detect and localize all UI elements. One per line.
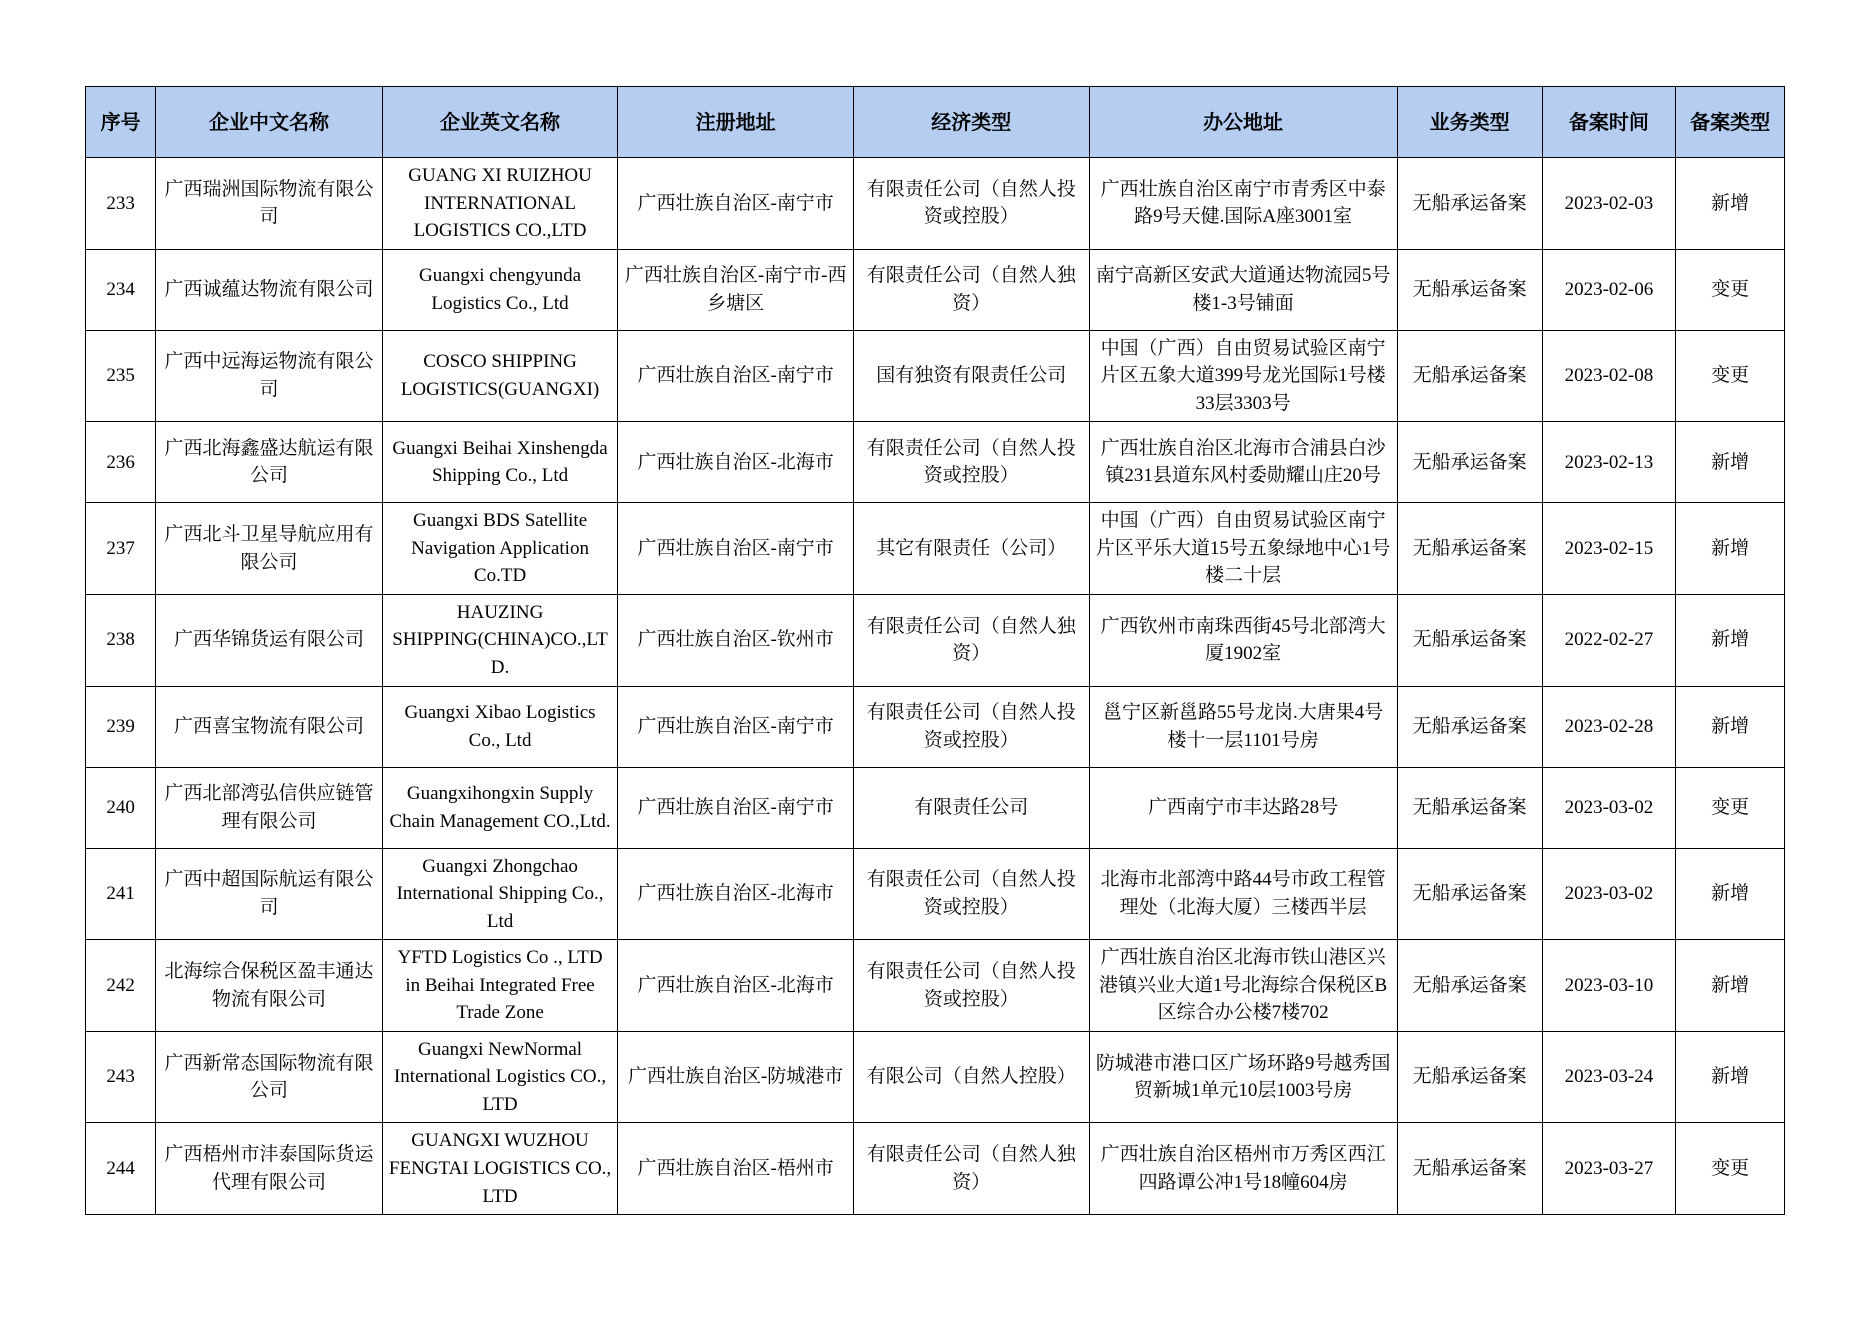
cell-business-type: 无船承运备案 [1397, 422, 1542, 503]
cell-record-type: 变更 [1676, 767, 1785, 848]
cell-record-date: 2023-03-24 [1542, 1031, 1676, 1123]
table-header [86, 87, 1785, 158]
cell-record-type: 新增 [1676, 422, 1785, 503]
table-row [86, 848, 1785, 940]
cell-index: 244 [86, 1123, 156, 1215]
cell-reg-address: 广西壮族自治区-南宁市 [618, 503, 854, 595]
column-header-office-address: 办公地址 [1089, 87, 1397, 158]
cell-record-date: 2023-03-02 [1542, 848, 1676, 940]
cell-record-date: 2023-02-08 [1542, 330, 1676, 422]
cell-name-en: Guangxi NewNormal International Logistics CO., LTD [382, 1031, 618, 1123]
cell-name-cn: 广西中超国际航运有限公司 [156, 848, 383, 940]
column-header-business-type: 业务类型 [1397, 87, 1542, 158]
cell-record-date: 2023-02-06 [1542, 249, 1676, 330]
cell-index: 243 [86, 1031, 156, 1123]
cell-name-en: GUANGXI WUZHOU FENGTAI LOGISTICS CO., LTD [382, 1123, 618, 1215]
cell-business-type: 无船承运备案 [1397, 1031, 1542, 1123]
table-row [86, 158, 1785, 250]
cell-name-en: Guangxi BDS Satellite Navigation Application Co.TD [382, 503, 618, 595]
cell-business-type: 无船承运备案 [1397, 686, 1542, 767]
cell-business-type: 无船承运备案 [1397, 1123, 1542, 1215]
cell-name-en: Guangxi Beihai Xinshengda Shipping Co., Ltd [382, 422, 618, 503]
cell-name-en: Guangxi chengyunda Logistics Co., Ltd [382, 249, 618, 330]
column-header-record-type: 备案类型 [1676, 87, 1785, 158]
cell-index: 241 [86, 848, 156, 940]
cell-office-address: 广西壮族自治区北海市合浦县白沙镇231县道东风村委勋耀山庄20号 [1089, 422, 1397, 503]
cell-name-cn: 广西北斗卫星导航应用有限公司 [156, 503, 383, 595]
column-header-economic-type: 经济类型 [853, 87, 1089, 158]
cell-index: 240 [86, 767, 156, 848]
cell-economic-type: 有限责任公司（自然人独资） [853, 594, 1089, 686]
table-row [86, 330, 1785, 422]
cell-name-en: Guangxihongxin Supply Chain Management CO.,Ltd. [382, 767, 618, 848]
cell-index: 233 [86, 158, 156, 250]
table-row [86, 594, 1785, 686]
column-header-record-date: 备案时间 [1542, 87, 1676, 158]
cell-index: 239 [86, 686, 156, 767]
cell-record-date: 2023-03-27 [1542, 1123, 1676, 1215]
cell-record-type: 新增 [1676, 940, 1785, 1032]
cell-name-cn: 广西新常态国际物流有限公司 [156, 1031, 383, 1123]
cell-economic-type: 有限责任公司（自然人投资或控股） [853, 686, 1089, 767]
cell-reg-address: 广西壮族自治区-南宁市 [618, 330, 854, 422]
cell-economic-type: 有限责任公司（自然人投资或控股） [853, 158, 1089, 250]
cell-office-address: 中国（广西）自由贸易试验区南宁片区五象大道399号龙光国际1号楼33层3303号 [1089, 330, 1397, 422]
cell-reg-address: 广西壮族自治区-钦州市 [618, 594, 854, 686]
table-row [86, 767, 1785, 848]
cell-index: 235 [86, 330, 156, 422]
cell-office-address: 邕宁区新邕路55号龙岗.大唐果4号楼十一层1101号房 [1089, 686, 1397, 767]
cell-office-address: 广西壮族自治区梧州市万秀区西江四路谭公冲1号18幢604房 [1089, 1123, 1397, 1215]
table-row [86, 940, 1785, 1032]
cell-name-cn: 广西中远海运物流有限公司 [156, 330, 383, 422]
cell-record-type: 新增 [1676, 503, 1785, 595]
cell-name-en: YFTD Logistics Co ., LTD in Beihai Integrated Free Trade Zone [382, 940, 618, 1032]
cell-office-address: 广西南宁市丰达路28号 [1089, 767, 1397, 848]
cell-reg-address: 广西壮族自治区-南宁市-西乡塘区 [618, 249, 854, 330]
table-row [86, 503, 1785, 595]
cell-name-en: COSCO SHIPPING LOGISTICS(GUANGXI) [382, 330, 618, 422]
table-body [86, 158, 1785, 1215]
cell-office-address: 广西钦州市南珠西街45号北部湾大厦1902室 [1089, 594, 1397, 686]
enterprise-registration-table [85, 86, 1785, 1215]
cell-office-address: 广西壮族自治区北海市铁山港区兴港镇兴业大道1号北海综合保税区B区综合办公楼7楼702 [1089, 940, 1397, 1032]
table-row [86, 1123, 1785, 1215]
cell-economic-type: 有限公司（自然人控股） [853, 1031, 1089, 1123]
cell-reg-address: 广西壮族自治区-北海市 [618, 848, 854, 940]
cell-record-type: 新增 [1676, 686, 1785, 767]
cell-business-type: 无船承运备案 [1397, 594, 1542, 686]
cell-record-type: 变更 [1676, 1123, 1785, 1215]
cell-reg-address: 广西壮族自治区-防城港市 [618, 1031, 854, 1123]
cell-index: 237 [86, 503, 156, 595]
cell-office-address: 中国（广西）自由贸易试验区南宁片区平乐大道15号五象绿地中心1号楼二十层 [1089, 503, 1397, 595]
cell-name-cn: 北海综合保税区盈丰通达物流有限公司 [156, 940, 383, 1032]
column-header-name-cn: 企业中文名称 [156, 87, 383, 158]
cell-name-en: GUANG XI RUIZHOU INTERNATIONAL LOGISTICS CO.,LTD [382, 158, 618, 250]
cell-economic-type: 有限责任公司（自然人独资） [853, 1123, 1089, 1215]
cell-economic-type: 其它有限责任（公司） [853, 503, 1089, 595]
cell-business-type: 无船承运备案 [1397, 767, 1542, 848]
column-header-index: 序号 [86, 87, 156, 158]
cell-business-type: 无船承运备案 [1397, 940, 1542, 1032]
cell-reg-address: 广西壮族自治区-南宁市 [618, 158, 854, 250]
cell-record-date: 2023-03-02 [1542, 767, 1676, 848]
cell-economic-type: 有限责任公司 [853, 767, 1089, 848]
cell-name-cn: 广西北海鑫盛达航运有限公司 [156, 422, 383, 503]
table-header-row [86, 87, 1785, 158]
cell-name-en: HAUZING SHIPPING(CHINA)CO.,LTD. [382, 594, 618, 686]
cell-index: 234 [86, 249, 156, 330]
cell-reg-address: 广西壮族自治区-南宁市 [618, 767, 854, 848]
cell-business-type: 无船承运备案 [1397, 249, 1542, 330]
cell-name-cn: 广西诚蕴达物流有限公司 [156, 249, 383, 330]
cell-name-cn: 广西喜宝物流有限公司 [156, 686, 383, 767]
cell-index: 236 [86, 422, 156, 503]
column-header-reg-address: 注册地址 [618, 87, 854, 158]
column-header-name-en: 企业英文名称 [382, 87, 618, 158]
cell-office-address: 广西壮族自治区南宁市青秀区中泰路9号天健.国际A座3001室 [1089, 158, 1397, 250]
cell-reg-address: 广西壮族自治区-北海市 [618, 422, 854, 503]
table-row [86, 249, 1785, 330]
cell-business-type: 无船承运备案 [1397, 330, 1542, 422]
cell-record-date: 2023-03-10 [1542, 940, 1676, 1032]
cell-record-type: 新增 [1676, 848, 1785, 940]
cell-business-type: 无船承运备案 [1397, 503, 1542, 595]
cell-name-en: Guangxi Xibao Logistics Co., Ltd [382, 686, 618, 767]
cell-record-date: 2023-02-15 [1542, 503, 1676, 595]
cell-name-en: Guangxi Zhongchao International Shipping Co., Ltd [382, 848, 618, 940]
cell-record-type: 变更 [1676, 249, 1785, 330]
cell-record-date: 2023-02-13 [1542, 422, 1676, 503]
cell-economic-type: 有限责任公司（自然人投资或控股） [853, 422, 1089, 503]
cell-reg-address: 广西壮族自治区-北海市 [618, 940, 854, 1032]
cell-office-address: 北海市北部湾中路44号市政工程管理处（北海大厦）三楼西半层 [1089, 848, 1397, 940]
cell-index: 238 [86, 594, 156, 686]
cell-record-type: 变更 [1676, 330, 1785, 422]
cell-business-type: 无船承运备案 [1397, 848, 1542, 940]
table-row [86, 422, 1785, 503]
cell-name-cn: 广西瑞洲国际物流有限公司 [156, 158, 383, 250]
cell-reg-address: 广西壮族自治区-南宁市 [618, 686, 854, 767]
cell-record-type: 新增 [1676, 1031, 1785, 1123]
cell-record-date: 2023-02-28 [1542, 686, 1676, 767]
cell-name-cn: 广西北部湾弘信供应链管理有限公司 [156, 767, 383, 848]
cell-name-cn: 广西梧州市沣泰国际货运代理有限公司 [156, 1123, 383, 1215]
cell-office-address: 防城港市港口区广场环路9号越秀国贸新城1单元10层1003号房 [1089, 1031, 1397, 1123]
cell-economic-type: 国有独资有限责任公司 [853, 330, 1089, 422]
cell-index: 242 [86, 940, 156, 1032]
cell-name-cn: 广西华锦货运有限公司 [156, 594, 383, 686]
table-row [86, 1031, 1785, 1123]
cell-office-address: 南宁高新区安武大道通达物流园5号楼1-3号铺面 [1089, 249, 1397, 330]
table-row [86, 686, 1785, 767]
cell-reg-address: 广西壮族自治区-梧州市 [618, 1123, 854, 1215]
cell-record-type: 新增 [1676, 594, 1785, 686]
cell-business-type: 无船承运备案 [1397, 158, 1542, 250]
cell-economic-type: 有限责任公司（自然人独资） [853, 249, 1089, 330]
cell-record-date: 2022-02-27 [1542, 594, 1676, 686]
cell-economic-type: 有限责任公司（自然人投资或控股） [853, 940, 1089, 1032]
cell-record-type: 新增 [1676, 158, 1785, 250]
cell-record-date: 2023-02-03 [1542, 158, 1676, 250]
cell-economic-type: 有限责任公司（自然人投资或控股） [853, 848, 1089, 940]
